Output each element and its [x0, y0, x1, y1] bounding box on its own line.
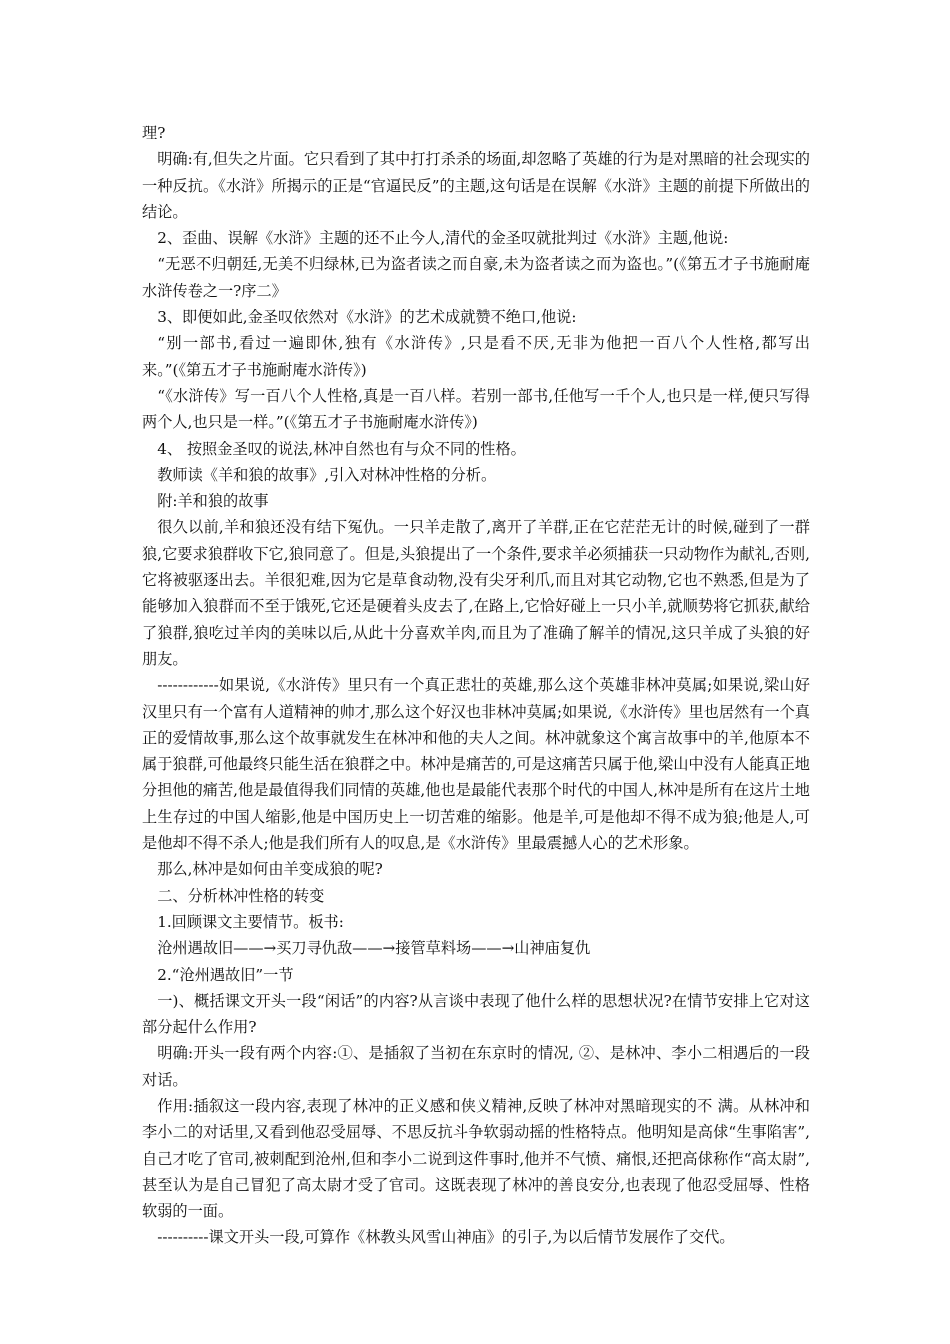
paragraph-quote-1: “无恶不归朝廷,无美不归绿林,已为盗者读之而自豪,未为盗者读之而为盗也。”(《第五才子书施耐庵水浒传卷之一?序二》	[142, 255, 810, 300]
paragraph-conclusion: ----------课文开头一段,可算作《林教头风雪山神庙》的引子,为以后情节发展作了交代。	[157, 1228, 735, 1247]
document-body	[142, 120, 810, 1251]
paragraph-section-title: 2.“沧州遇故旧”一节	[157, 965, 294, 984]
paragraph-answer-1: 明确:有,但失之片面。它只看到了其中打打杀杀的场面,却忽略了英雄的行为是对黑暗的社会现实的一种反抗。《水浒》所揭示的正是“官逼民反”的主题,这句话是在误解《水浒》主题的前提下所做出的结论。	[142, 150, 810, 221]
paragraph-question: 那么,林冲是如何由羊变成狼的呢?	[157, 860, 383, 879]
paragraph-quote-3: “《水浒传》写一百八个人性格,真是一百八样。若别一部书,任他写一千个人,也只是一样,便只写得两个人,也只是一样。”(《第五才子书施耐庵水浒传》)	[142, 386, 810, 432]
paragraph-board-notes: 沧州遇故旧——→买刀寻仇敌——→接管草料场——→山神庙复仇	[157, 939, 591, 958]
section-heading-2: 二、分析林冲性格的转变	[157, 886, 325, 905]
paragraph-story: 很久以前,羊和狼还没有结下冤仇。一只羊走散了,离开了羊群,正在它茫茫无计的时候,碰到了一群狼,它要求狼群收下它,狼同意了。但是,头狼提出了一个条件,要求羊必须捕获一只动物作为献礼,否则,它将被驱逐出去。羊很犯难,因为它是草食动物,没有尖牙利爪,而且对其它动物,它也不熟悉,但是为了能够加入狼群而不至于饿死,它还是硬着头皮去了,在路上,它恰好碰上一只小羊,就顺势将它抓获,献给了狼群,狼吃过羊肉的美味以后,从此十分喜欢羊肉,而且为了准确了解羊的情况,这只羊成了头狼的好朋友。	[142, 518, 810, 668]
paragraph-review-plot: 1.回顾课文主要情节。板书:	[157, 912, 344, 931]
paragraph-function: 作用:插叙这一段内容,表现了林冲的正义感和侠义精神,反映了林冲对黑暗现实的不 满。从林冲和李小二的对话里,又看到他忍受屈辱、不思反抗斗争软弱动摇的性格特点。他明知是高俅“生事陷害”,自己才吃了官司,被刺配到沧州,但和李小二说到这件事时,他并不气愤、痛恨,还把高俅称作“高太尉”,甚至认为是自己冒犯了高太尉才受了官司。这既表现了林冲的善良安分,也表现了他忍受屈辱、性格软弱的一面。	[142, 1096, 810, 1221]
paragraph-appendix-title: 附:羊和狼的故事	[157, 492, 269, 511]
paragraph-answer-2: 明确:开头一段有两个内容:①、是插叙了当初在东京时的情况, ②、是林冲、李小二相遇后的一段对话。	[142, 1044, 810, 1089]
paragraph-point-4: 4、 按照金圣叹的说法,林冲自然也有与众不同的性格。	[157, 439, 526, 458]
paragraph-teacher-note: 教师读《羊和狼的故事》,引入对林冲性格的分析。	[157, 465, 497, 484]
paragraph-continuation: 理?	[142, 124, 166, 142]
paragraph-point-3: 3、即便如此,金圣叹依然对《水浒》的艺术成就赞不绝口,他说:	[157, 308, 577, 327]
paragraph-question-1: 一)、概括课文开头一段“闲话”的内容?从言谈中表现了他什么样的思想状况?在情节安排上它对这部分起什么作用?	[142, 991, 810, 1037]
paragraph-quote-2: “别一部书,看过一遍即休,独有《水浒传》,只是看不厌,无非为他把一百八个人性格,都写出来。”(《第五才子书施耐庵水浒传》)	[142, 334, 810, 379]
paragraph-point-2: 2、歪曲、误解《水浒》主题的还不止今人,清代的金圣叹就批判过《水浒》主题,他说:	[157, 229, 729, 248]
paragraph-commentary: ------------如果说,《水浒传》里只有一个真正悲壮的英雄,那么这个英雄非林冲莫属;如果说,梁山好汉里只有一个富有人道精神的帅才,那么这个好汉也非林冲莫属;如果说,《水浒传》里也居然有一个真正的爱情故事,那么这个故事就发生在林冲和他的夫人之间。林冲就象这个寓言故事中的羊,他原本不属于狼群,可他最终只能生活在狼群之中。林冲是痛苦的,可是这痛苦只属于他,梁山中没有人能真正地分担他的痛苦,他是最值得我们同情的英雄,他也是最能代表那个时代的中国人,林冲是所有在这片土地上生存过的中国人缩影,他是中国历史上一切苦难的缩影。他是羊,可是他却不得不成为狼;他是人,可是他却不得不杀人;他是我们所有人的叹息,是《水浒传》里最震撼人心的艺术形象。	[142, 676, 810, 853]
